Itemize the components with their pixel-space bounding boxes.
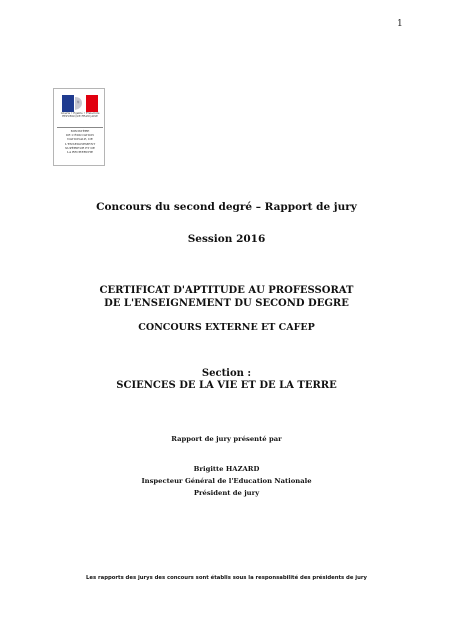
republic-caption: Liberté • Égalité • Fraternité RÉPUBLIQUE FRANÇAISE: [60, 112, 100, 119]
president-name: Brigitte HAZARD: [193, 465, 260, 473]
presented-by-label: Rapport de jury présenté par: [171, 435, 282, 443]
ministry-name: MINISTÈRE DE L'ÉDUCATION NATIONALE, DE L'ENSEIGNEMENT SUPÉRIEUR ET DE LA RECHERCHE: [64, 129, 96, 155]
footer-note: Les rapports des jurys des concours sont établis sous la responsabilité des présidents de jury: [86, 575, 367, 581]
section-name: SCIENCES DE LA VIE ET DE LA TERRE: [116, 380, 337, 391]
certificate-title-line2: DE L'ENSEIGNEMENT DU SECOND DEGRE: [104, 298, 349, 309]
session-label: Session 2016: [187, 233, 266, 245]
page-number: 1: [397, 19, 403, 29]
president-role: Président de jury: [193, 489, 260, 497]
certificate-title-line1: CERTIFICAT D'APTITUDE AU PROFESSORAT: [99, 285, 354, 296]
president-title: Inspecteur Général de l'Education Nationale: [141, 477, 312, 485]
logo-divider: [57, 127, 103, 128]
report-title: Concours du second degré – Rapport de jury: [96, 201, 357, 213]
ministry-logo: [53, 88, 105, 166]
section-label: Section :: [201, 368, 252, 379]
contest-type: CONCOURS EXTERNE ET CAFEP: [138, 322, 315, 333]
